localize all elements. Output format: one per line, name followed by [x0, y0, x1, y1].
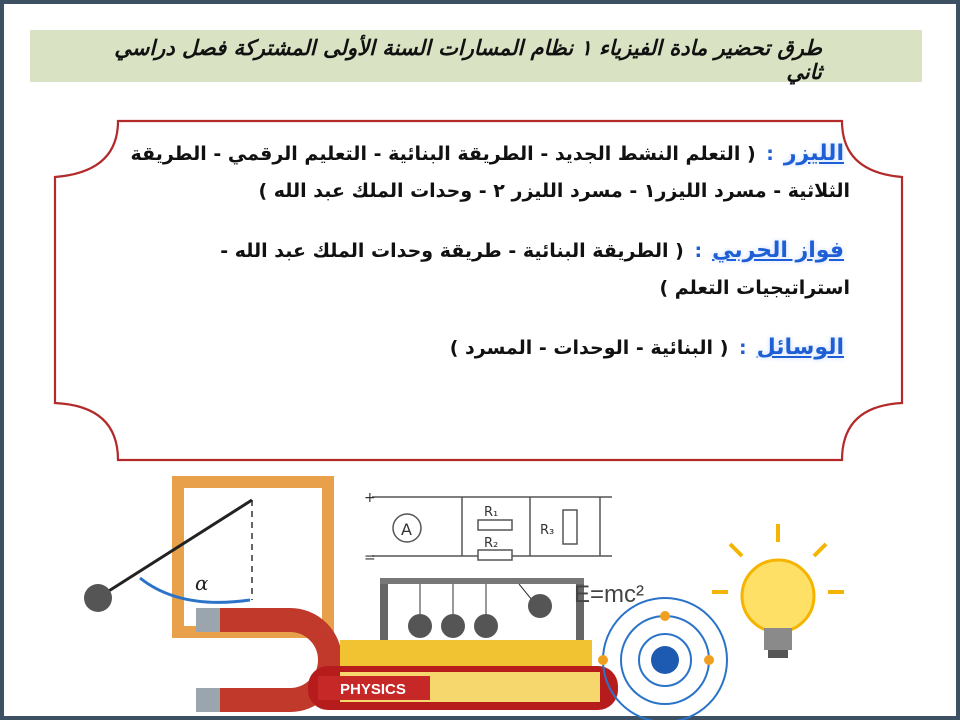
section-colon: :	[694, 240, 703, 262]
section-laser	[130, 135, 850, 210]
section-fawaz	[130, 232, 850, 307]
slide-title: طرق تحضير مادة الفيزياء ١ نظام المسارات السنة الأولى المشتركة فصل دراسي ثاني	[114, 35, 822, 84]
section-body: ( البنائية - الوحدات - المسرد )	[449, 337, 729, 359]
section-body: ( الطريقة البنائية - طريقة وحدات الملك عبد الله - استراتيجيات التعلم )	[220, 240, 850, 299]
ammeter-icon: A	[401, 520, 412, 539]
section-body: ( التعلم النشط الجديد - الطريقة البنائية - التعليم الرقمي - الطريقة الثلاثية - مسرد الليزر١ - مسرد الليزر ٢ - وحدات الملك عبد الله )	[130, 143, 850, 202]
physics-book-icon	[308, 640, 618, 710]
physics-illustration	[0, 470, 960, 720]
atom-icon	[598, 598, 727, 720]
einstein-equation: E=mc²	[574, 581, 645, 608]
content-card	[130, 135, 850, 367]
book-label: PHYSICS	[340, 681, 406, 698]
plus-terminal: +	[364, 490, 376, 506]
resistor-label: R₂	[484, 536, 499, 551]
minus-terminal: =	[364, 550, 376, 566]
section-colon: :	[739, 337, 747, 359]
section-heading: الليزر	[783, 141, 844, 166]
angle-label: α	[195, 571, 209, 595]
resistor-label: R₁	[484, 505, 499, 520]
light-bulb-icon	[712, 524, 844, 658]
section-heading: فواز الحربي	[712, 238, 844, 263]
section-heading: الوسائل	[756, 335, 844, 360]
section-colon: :	[766, 143, 774, 165]
section-tools	[130, 329, 850, 367]
newtons-cradle-icon	[380, 578, 584, 640]
resistor-label: R₃	[540, 523, 555, 538]
